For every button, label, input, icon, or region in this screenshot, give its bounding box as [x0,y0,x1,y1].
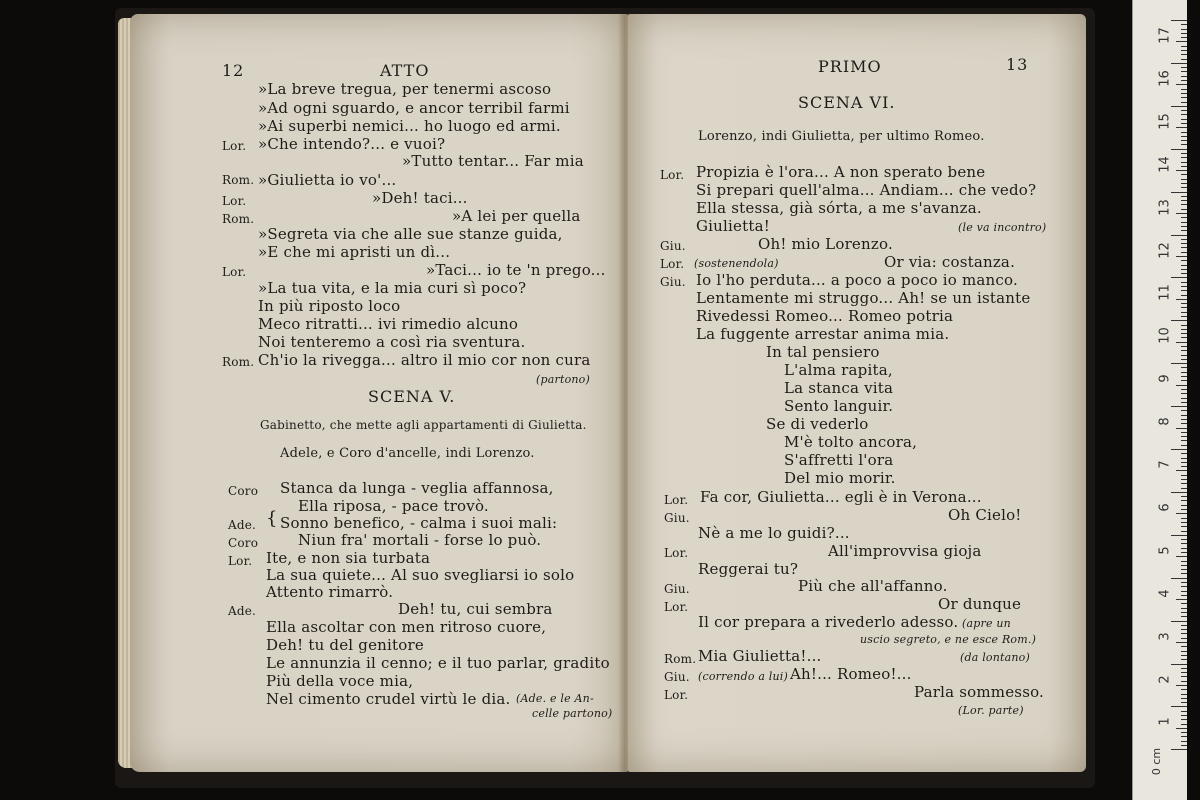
text-line: »A lei per quella [452,207,581,225]
speaker-label: Rom. [664,652,697,666]
ruler-number: 2 [1157,674,1173,684]
speaker-label: Ade. [228,604,257,618]
text-line: Propizia è l'ora... A non sperato bene [696,163,986,181]
text-line: »Deh! taci... [372,189,468,207]
ruler-tick [1171,235,1187,236]
ruler-tick [1181,37,1187,38]
ruler-tick [1181,475,1187,476]
ruler-tick [1181,93,1187,94]
speaker-label: Rom. [222,212,255,226]
ruler-tick [1176,84,1187,85]
text-line: Meco ritratti... ivi rimedio alcuno [258,315,519,333]
brace-glyph: { [266,508,278,529]
ruler-tick [1181,179,1187,180]
text-line: Le annunzia il cenno; e il tuo parlar, gradito [266,654,610,672]
ruler-tick [1181,29,1187,30]
ruler-tick [1181,509,1187,510]
stage-direction: (le va incontro) [958,221,1047,234]
ruler-number: 10 [1157,327,1173,345]
ruler-number: 8 [1157,417,1173,426]
ruler-tick [1181,586,1187,587]
ruler-tick [1181,76,1187,77]
ruler-tick [1181,196,1187,197]
stage-direction: (partono) [536,373,590,386]
speaker-label: Lor. [222,265,247,279]
speaker-label: Giu. [664,582,690,596]
stage-direction: (sostenendola) [694,257,779,270]
text-line: Più che all'affanno. [798,577,948,595]
ruler-tick [1181,119,1187,120]
text-line: »Giulietta io vo'... [258,171,397,189]
ruler-tick [1181,659,1187,660]
ruler-tick [1181,209,1187,210]
ruler-tick [1176,685,1187,686]
ruler-number: 3 [1157,631,1173,641]
text-line: »Segreta via che alle sue stanze guida, [258,225,563,243]
ruler-tick [1181,50,1187,51]
ruler-tick [1181,316,1187,317]
ruler-tick [1181,132,1187,133]
speaker-label: Lor. [222,139,247,153]
ruler-tick [1181,676,1187,677]
speaker-label: Lor. [664,546,689,560]
text-line: »Taci... io te 'n prego... [426,261,606,279]
ruler-tick [1181,410,1187,411]
ruler-tick [1181,423,1187,424]
ruler-tick [1181,303,1187,304]
ruler-tick [1176,385,1187,386]
text-line: Se di vederlo [766,415,869,433]
ruler-tick [1171,706,1187,707]
speaker-label: Ade. [228,518,257,532]
text-line: Io l'ho perduta... a poco a poco io manco. [696,271,1018,289]
text-line: Giulietta! [696,217,770,235]
text-line: »Ad ogni sguardo, e ancor terribil farmi [258,99,570,117]
ruler-tick [1171,320,1187,321]
speaker-label: Lor. [228,554,253,568]
ruler-tick [1181,239,1187,240]
measuring-ruler [1132,0,1187,800]
ruler-tick [1181,230,1187,231]
text-line: Or dunque [938,595,1022,613]
text-line: Or via: costanza. [884,253,1016,271]
ruler-tick [1176,428,1187,429]
text-line: Mia Giulietta!... [698,647,822,665]
text-line: Oh Cielo! [948,506,1022,524]
text-line: La sua quiete... Al suo svegliarsi io solo [266,566,575,584]
text-line: Ite, e non sia turbata [266,549,431,567]
ruler-tick [1181,543,1187,544]
text-line: La stanca vita [784,379,894,397]
ruler-tick [1181,582,1187,583]
text-line: Niun fra' mortali - forse lo può. [298,531,542,549]
ruler-tick [1181,136,1187,137]
ruler-tick [1181,350,1187,351]
text-line: Reggerai tu? [698,560,799,578]
speaker-label: Lor. [222,194,247,208]
ruler-tick [1181,573,1187,574]
ruler-tick [1176,342,1187,343]
ruler-tick [1171,406,1187,407]
ruler-tick [1176,556,1187,557]
ruler-tick [1181,591,1187,592]
text-line: Nè a me lo guidi?... [698,524,850,542]
stage-direction: (da lontano) [960,651,1030,664]
ruler-tick [1181,329,1187,330]
ruler-tick [1171,492,1187,493]
ruler-tick [1181,204,1187,205]
ruler-number: 11 [1157,284,1173,302]
ruler-tick [1181,638,1187,639]
ruler-number: 7 [1157,460,1173,469]
ruler-tick [1176,513,1187,514]
ruler-tick [1181,702,1187,703]
ruler-tick [1181,290,1187,291]
ruler-tick [1181,346,1187,347]
text-line: Del mio morir. [784,469,896,487]
speaker-label: Lor. [660,168,685,182]
ruler-tick [1181,157,1187,158]
ruler-tick [1181,436,1187,437]
ruler-number: 1 [1157,717,1173,727]
ruler-tick [1176,127,1187,128]
text-line: Sonno benefico, - calma i suoi mali: [280,514,558,532]
ruler-tick [1181,398,1187,399]
ruler-number: 15 [1157,113,1173,130]
ruler-tick [1181,500,1187,501]
ruler-tick [1181,282,1187,283]
ruler-tick [1181,307,1187,308]
ruler-tick [1181,651,1187,652]
left-running-head: ATTO [380,61,430,80]
ruler-tick [1181,736,1187,737]
ruler-tick [1181,140,1187,141]
ruler-tick [1181,595,1187,596]
ruler-tick [1181,518,1187,519]
ruler-tick [1181,166,1187,167]
ruler-tick [1181,380,1187,381]
ruler-tick [1176,728,1187,729]
ruler-tick [1181,402,1187,403]
ruler-tick [1181,265,1187,266]
ruler-tick [1176,599,1187,600]
ruler-tick [1181,552,1187,553]
ruler-tick [1181,153,1187,154]
text-line: In tal pensiero [766,343,880,361]
text-line: »La tua vita, e la mia curi sì poco? [258,279,527,297]
text-line: Ella riposa, - pace trovò. [298,497,489,515]
text-line: Lentamente mi struggo... Ah! se un istante [696,289,1031,307]
ruler-number: 17 [1157,27,1173,44]
scene-characters: Adele, e Coro d'ancelle, indi Lorenzo. [280,446,535,461]
text-line: Ella ascoltar con men ritroso cuore, [266,618,547,636]
ruler-number: 9 [1157,374,1173,383]
text-line: All'improvvisa gioja [828,542,982,560]
text-line: Deh! tu del genitore [266,636,424,654]
ruler-tick [1181,247,1187,248]
text-line: Deh! tu, cui sembra [398,600,553,618]
speaker-label: Rom. [222,355,255,369]
ruler-tick [1176,256,1187,257]
scene-title: SCENA VI. [798,93,896,112]
ruler-number: 13 [1157,198,1173,216]
ruler-tick [1181,24,1187,25]
ruler-tick [1181,376,1187,377]
speaker-label: Lor. [660,257,685,271]
text-line: Nel cimento crudel virtù le dia. [266,690,511,708]
ruler-tick [1181,466,1187,467]
ruler-number: 12 [1157,241,1173,259]
ruler-tick [1181,372,1187,373]
ruler-tick [1181,715,1187,716]
speaker-label: Giu. [660,275,686,289]
ruler-tick [1181,389,1187,390]
speaker-label: Lor. [664,688,689,702]
ruler-tick [1171,106,1187,107]
ruler-tick [1181,174,1187,175]
ruler-tick [1181,243,1187,244]
text-line: Oh! mio Lorenzo. [758,235,893,253]
scene-setting: Gabinetto, che mette agli appartamenti di Giulietta. [260,418,587,432]
scene-characters: Lorenzo, indi Giulietta, per ultimo Romeo. [698,129,985,144]
ruler-tick [1181,629,1187,630]
text-line: Sento languir. [784,397,894,415]
text-line: In più riposto loco [258,297,401,315]
ruler-tick [1181,222,1187,223]
ruler-tick [1181,694,1187,695]
ruler-tick [1181,355,1187,356]
text-line: Il cor prepara a rivederlo adesso. [698,613,959,631]
ruler-tick [1181,724,1187,725]
text-line: S'affretti l'ora [784,451,894,469]
ruler-tick [1171,192,1187,193]
stage-direction: (Ade. e le An- [516,692,594,705]
ruler-tick [1181,432,1187,433]
ruler-tick [1171,63,1187,64]
ruler-tick [1181,531,1187,532]
ruler-tick [1181,561,1187,562]
ruler-tick [1181,625,1187,626]
ruler-unit-label: 0 cm [1150,747,1164,776]
ruler-number: 14 [1157,155,1173,173]
text-line: L'alma rapita, [784,361,893,379]
text-line: »E che mi apristi un dì... [258,243,451,261]
text-line: Ch'io la rivegga... altro il mio cor non cura [258,351,591,369]
ruler-tick [1181,110,1187,111]
ruler-tick [1171,535,1187,536]
ruler-tick [1181,440,1187,441]
text-line: La fuggente arrestar anima mia. [696,325,950,343]
ruler-tick [1181,123,1187,124]
ruler-tick [1181,608,1187,609]
right-running-head: PRIMO [818,57,882,76]
ruler-tick [1181,252,1187,253]
ruler-tick [1176,41,1187,42]
ruler-tick [1181,719,1187,720]
ruler-tick [1181,226,1187,227]
ruler-tick [1181,488,1187,489]
speaker-label: Lor. [664,493,689,507]
stage-direction: uscio segreto, e ne esce Rom.) [860,633,1037,646]
text-line: Fa cor, Giulietta... egli è in Verona... [700,488,982,506]
ruler-tick [1171,149,1187,150]
ruler-number: 4 [1157,589,1173,598]
ruler-tick [1181,458,1187,459]
text-line: Attento rimarrò. [266,583,394,601]
text-line: »Tutto tentar... Far mia [402,152,584,170]
ruler-tick [1181,496,1187,497]
ruler-tick [1181,445,1187,446]
ruler-tick [1181,668,1187,669]
ruler-tick [1181,539,1187,540]
ruler-tick [1181,114,1187,115]
speaker-label: Lor. [664,600,689,614]
stage-direction: (apre un [962,617,1011,630]
ruler-tick [1171,664,1187,665]
ruler-number: 5 [1157,546,1173,555]
text-line: Rivedessi Romeo... Romeo potria [696,307,954,325]
ruler-tick [1181,479,1187,480]
ruler-tick [1181,359,1187,360]
speaker-label: Giu. [664,511,690,525]
ruler-tick [1181,286,1187,287]
text-line: Parla sommesso. [914,683,1045,701]
stage-direction: celle partono) [532,707,613,720]
ruler-tick [1181,419,1187,420]
ruler-tick [1181,745,1187,746]
ruler-tick [1181,217,1187,218]
ruler-tick [1181,711,1187,712]
ruler-tick [1181,59,1187,60]
ruler-tick [1181,741,1187,742]
ruler-tick [1181,89,1187,90]
ruler-tick [1181,144,1187,145]
ruler-tick [1176,170,1187,171]
ruler-tick [1181,200,1187,201]
ruler-tick [1181,646,1187,647]
ruler-tick [1181,672,1187,673]
speaker-label: Rom. [222,173,255,187]
ruler-tick [1181,97,1187,98]
ruler-tick [1181,522,1187,523]
ruler-tick [1181,71,1187,72]
ruler-number: 6 [1157,503,1173,512]
ruler-tick [1181,46,1187,47]
ruler-tick [1181,633,1187,634]
ruler-tick [1171,363,1187,364]
ruler-tick [1171,749,1187,750]
speaker-label: Coro [228,536,259,550]
ruler-tick [1181,295,1187,296]
text-line: Più della voce mia, [266,672,414,690]
ruler-tick [1181,483,1187,484]
text-line: »Che intendo?... e vuoi? [258,135,446,153]
ruler-tick [1171,277,1187,278]
ruler-tick [1171,578,1187,579]
ruler-tick [1181,698,1187,699]
ruler-tick [1181,415,1187,416]
scene-title: SCENA V. [368,387,456,406]
stage-direction: (correndo a lui) [698,670,789,683]
ruler-tick [1181,273,1187,274]
ruler-number: 16 [1157,70,1173,87]
ruler-tick [1181,526,1187,527]
ruler-tick [1181,337,1187,338]
ruler-tick [1181,616,1187,617]
ruler-tick [1181,312,1187,313]
speaker-label: Giu. [664,670,690,684]
text-line: Stanca da lunga - veglia affannosa, [280,479,554,497]
right-page [628,14,1086,772]
ruler-tick [1176,299,1187,300]
ruler-tick [1181,569,1187,570]
ruler-tick [1181,393,1187,394]
ruler-tick [1181,333,1187,334]
left-page [130,14,628,772]
right-page-number: 13 [1006,55,1029,74]
ruler-tick [1171,20,1187,21]
ruler-tick [1181,162,1187,163]
text-line: Ah!... Romeo!... [790,665,912,683]
ruler-tick [1171,621,1187,622]
ruler-tick [1181,367,1187,368]
ruler-tick [1181,102,1187,103]
text-line: M'è tolto ancora, [784,433,918,451]
stage-direction: (Lor. parte) [958,704,1024,717]
speaker-label: Coro [228,484,259,498]
ruler-tick [1181,260,1187,261]
ruler-tick [1181,67,1187,68]
ruler-tick [1176,470,1187,471]
ruler-tick [1181,655,1187,656]
ruler-tick [1181,54,1187,55]
ruler-tick [1181,505,1187,506]
left-page-number: 12 [222,61,245,80]
ruler-tick [1181,453,1187,454]
ruler-tick [1181,603,1187,604]
ruler-tick [1176,213,1187,214]
ruler-tick [1181,681,1187,682]
ruler-tick [1181,565,1187,566]
text-line: Noi tenteremo a così ria sventura. [258,333,526,351]
text-line: »Ai superbi nemici... ho luogo ed armi. [258,117,561,135]
ruler-tick [1181,325,1187,326]
text-line: »La breve tregua, per tenermi ascoso [258,80,552,98]
ruler-tick [1181,80,1187,81]
ruler-tick [1181,612,1187,613]
ruler-tick [1181,33,1187,34]
text-line: Si prepari quell'alma... Andiam... che vedo? [696,181,1037,199]
ruler-tick [1171,449,1187,450]
ruler-tick [1176,642,1187,643]
ruler-tick [1181,187,1187,188]
text-line: Ella stessa, già sórta, a me s'avanza. [696,199,982,217]
ruler-tick [1181,269,1187,270]
speaker-label: Giu. [660,239,686,253]
ruler-tick [1181,462,1187,463]
ruler-tick [1181,548,1187,549]
ruler-tick [1181,732,1187,733]
ruler-tick [1181,183,1187,184]
ruler-tick [1181,689,1187,690]
